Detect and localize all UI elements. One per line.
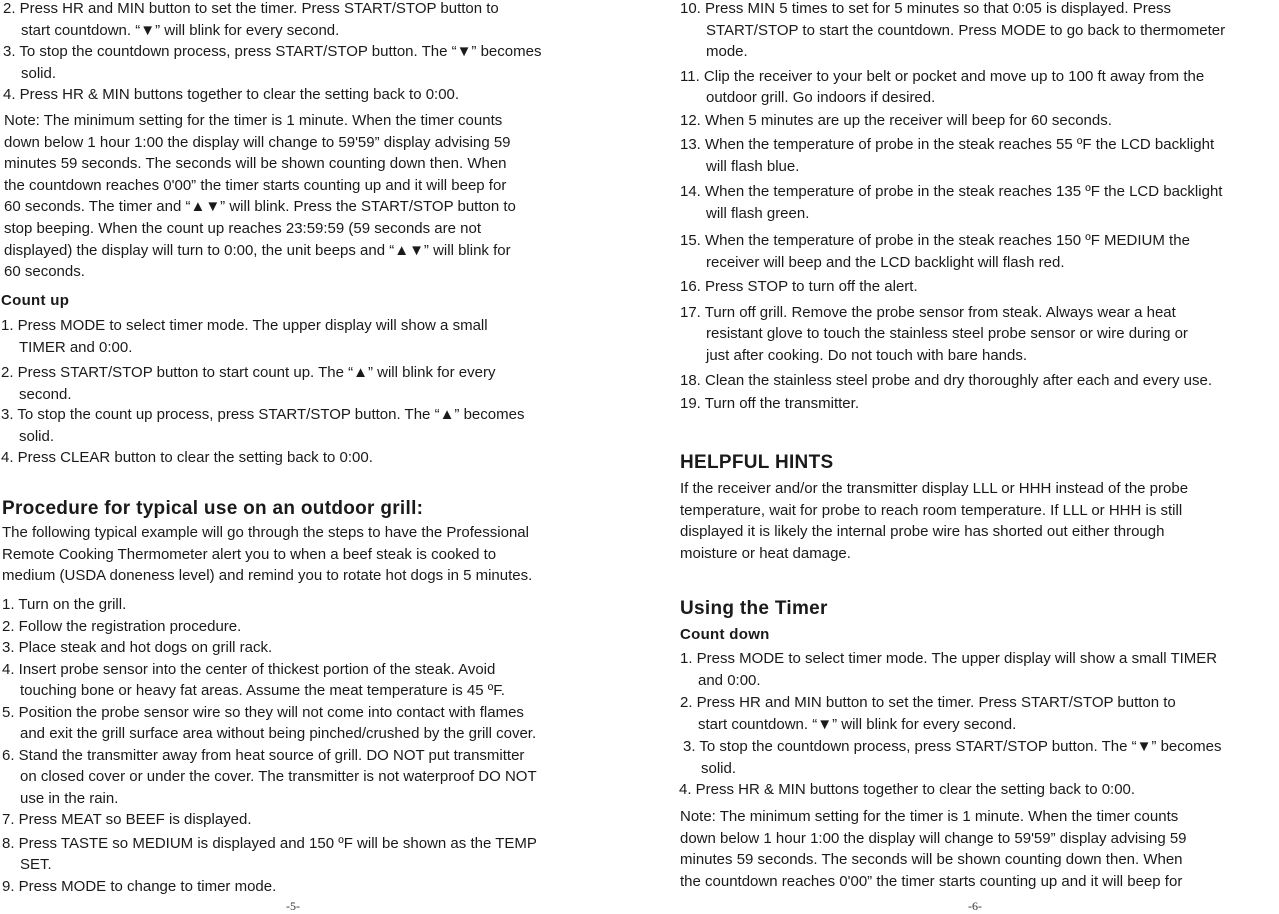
- list-item-line: 2. Follow the registration procedure.: [2, 617, 242, 635]
- list-item: [2, 702, 600, 745]
- helpful-hints-text: [680, 478, 1279, 564]
- note-line: 60 seconds.: [4, 263, 85, 281]
- list-item-line: start countdown. “▼” will blink for every second.: [698, 715, 1017, 733]
- list-item: [680, 134, 1279, 177]
- list-item: [680, 370, 1279, 392]
- list-item-line: 4. Press HR & MIN buttons together to clear the setting back to 0:00.: [3, 86, 460, 103]
- procedure-steps-list: [2, 594, 600, 897]
- list-item-line: 16. Press STOP to turn off the alert.: [680, 278, 918, 295]
- list-item-line: 12. When 5 minutes are up the receiver will beep for 60 seconds.: [680, 111, 1112, 129]
- note-line: Note: The minimum setting for the timer is 1 minute. When the timer counts: [680, 808, 1179, 825]
- note-line: down below 1 hour 1:00 the display will change to 59'59” display advising 59: [680, 829, 1187, 847]
- list-item-line: 14. When the temperature of probe in the steak reaches 135 ºF the LCD backlight: [680, 183, 1223, 200]
- list-item-line: and exit the grill surface area without being pinched/crushed by the grill cover.: [20, 725, 537, 742]
- list-item: [3, 0, 600, 41]
- list-item-line: TIMER and 0:00.: [19, 338, 133, 356]
- list-item-line: 6. Stand the transmitter away from heat source of grill. DO NOT put transmitter: [2, 746, 525, 764]
- list-item-line: 13. When the temperature of probe in the steak reaches 55 ºF the LCD backlight: [680, 136, 1215, 153]
- list-item-line: solid.: [19, 427, 55, 445]
- count-up-heading: Count up: [1, 292, 70, 309]
- list-item-line: resistant glove to touch the stainless steel probe sensor or wire during or: [706, 325, 1188, 342]
- list-item-line: 1. Press MODE to select timer mode. The upper display will show a small TIMER: [680, 650, 1218, 667]
- list-item: [680, 393, 1279, 415]
- list-item-line: 2. Press HR and MIN button to set the timer. Press START/STOP button to: [680, 694, 1176, 711]
- list-item-line: 4. Insert probe sensor into the center of thickest portion of the steak. Avoid: [2, 660, 496, 678]
- note-line: displayed) the display will turn to 0:00, the unit beeps and “▲▼” will blink for: [4, 241, 511, 259]
- note-line: the countdown reaches 0'00” the timer starts counting up and it will beep for: [4, 176, 507, 194]
- list-item-line: 18. Clean the stainless steel probe and dry thoroughly after each and every use.: [680, 372, 1212, 389]
- list-item: [680, 302, 1279, 367]
- list-item: [2, 637, 600, 659]
- list-item: [2, 833, 600, 876]
- list-item: [680, 181, 1279, 224]
- list-item-line: will flash blue.: [706, 157, 800, 175]
- list-item: [680, 230, 1279, 273]
- list-item-line: and 0:00.: [698, 671, 761, 689]
- list-item: [680, 692, 1279, 735]
- procedure-steps-continued-list: [680, 0, 1279, 414]
- list-item-line: 1. Press MODE to select timer mode. The upper display will show a small: [1, 317, 488, 334]
- list-item-line: 2. Press START/STOP button to start count up. The “▲” will blink for every: [1, 364, 496, 381]
- list-item-line: 5. Position the probe sensor wire so they will not come into contact with flames: [2, 703, 524, 721]
- page-number: -5-: [286, 899, 300, 913]
- note-line: minutes 59 seconds. The seconds will be shown counting down then. When: [680, 851, 1183, 869]
- list-item-line: 9. Press MODE to change to timer mode.: [2, 877, 277, 895]
- list-item: [3, 41, 600, 84]
- procedure-intro: [2, 522, 600, 587]
- note-line: down below 1 hour 1:00 the display will change to 59'59” display advising 59: [4, 133, 511, 151]
- list-item: [680, 110, 1279, 132]
- using-timer-heading: Using the Timer: [680, 598, 828, 619]
- count-up-list: [1, 315, 600, 469]
- countdown-continued-list: [3, 0, 600, 106]
- list-item-line: start countdown. “▼” will blink for every second.: [21, 21, 340, 39]
- hints-line: temperature, wait for probe to reach room temperature. If LLL or HHH is still: [680, 501, 1183, 519]
- page-number: -6-: [968, 899, 982, 913]
- list-item-line: solid.: [701, 759, 737, 777]
- list-item: [2, 594, 600, 616]
- list-item-line: solid.: [21, 64, 57, 82]
- list-item-line: START/STOP to start the countdown. Press MODE to go back to thermometer: [706, 21, 1226, 39]
- list-item-line: on closed cover or under the cover. The transmitter is not waterproof DO NOT: [20, 768, 537, 785]
- note-line: Note: The minimum setting for the timer is 1 minute. When the timer counts: [4, 112, 503, 129]
- timer-note: [680, 806, 1279, 892]
- list-item: [1, 315, 600, 358]
- list-item-line: 8. Press TASTE so MEDIUM is displayed and 150 ºF will be shown as the TEMP: [2, 834, 537, 852]
- list-item: [683, 736, 1279, 779]
- right-page: [672, 0, 1279, 912]
- list-item-line: 7. Press MEAT so BEEF is displayed.: [2, 811, 252, 828]
- hints-line: displayed it is likely the internal probe wire has shorted out either through: [680, 523, 1165, 540]
- left-page: [0, 0, 600, 912]
- list-item: [1, 447, 600, 469]
- list-item-line: 3. To stop the countdown process, press START/STOP button. The “▼” becomes: [3, 43, 542, 60]
- list-item: [680, 648, 1279, 691]
- list-item-line: SET.: [20, 856, 52, 873]
- list-item-line: will flash green.: [706, 204, 810, 222]
- list-item-line: 15. When the temperature of probe in the steak reaches 150 ºF MEDIUM the: [680, 232, 1190, 249]
- list-item-line: outdoor grill. Go indoors if desired.: [706, 89, 936, 106]
- list-item: [679, 779, 1278, 801]
- list-item: [680, 276, 1279, 298]
- list-item-line: second.: [19, 385, 72, 403]
- list-item: [680, 66, 1279, 109]
- list-item: [2, 616, 600, 638]
- note-line: stop beeping. When the count up reaches 23:59:59 (59 seconds are not: [4, 219, 481, 237]
- list-item: [1, 362, 600, 405]
- list-item-line: 2. Press HR and MIN button to set the timer. Press START/STOP button to: [3, 0, 499, 17]
- list-item-line: 1. Turn on the grill.: [2, 596, 127, 613]
- list-item: [2, 745, 600, 810]
- list-item-line: 3. To stop the countdown process, press START/STOP button. The “▼” becomes: [683, 738, 1222, 755]
- list-item: [680, 0, 1279, 63]
- intro-line: medium (USDA doneness level) and remind you to rotate hot dogs in 5 minutes.: [2, 567, 533, 584]
- intro-line: Remote Cooking Thermometer alert you to when a beef steak is cooked to: [2, 545, 497, 563]
- list-item-line: receiver will beep and the LCD backlight will flash red.: [706, 253, 1065, 271]
- list-item-line: mode.: [706, 43, 748, 60]
- list-item-line: 10. Press MIN 5 times to set for 5 minutes so that 0:05 is displayed. Press: [680, 0, 1172, 17]
- list-item: [2, 809, 600, 831]
- count-down-list: [680, 648, 1279, 801]
- list-item: [3, 84, 600, 106]
- list-item: [2, 659, 600, 702]
- list-item-line: 17. Turn off grill. Remove the probe sensor from steak. Always wear a heat: [680, 303, 1176, 321]
- list-item: [2, 876, 600, 898]
- count-down-heading: Count down: [680, 626, 770, 643]
- list-item-line: 19. Turn off the transmitter.: [680, 394, 859, 412]
- procedure-heading: Procedure for typical use on an outdoor grill:: [2, 498, 424, 519]
- list-item-line: 4. Press CLEAR button to clear the setting back to 0:00.: [1, 449, 373, 466]
- note-line: the countdown reaches 0'00” the timer starts counting up and it will beep for: [680, 872, 1183, 890]
- note-line: 60 seconds. The timer and “▲▼” will blink. Press the START/STOP button to: [4, 198, 516, 216]
- list-item-line: 11. Clip the receiver to your belt or pocket and move up to 100 ft away from the: [680, 67, 1205, 85]
- list-item-line: 4. Press HR & MIN buttons together to clear the setting back to 0:00.: [679, 781, 1136, 798]
- list-item-line: 3. Place steak and hot dogs on grill rack.: [2, 639, 273, 656]
- list-item-line: use in the rain.: [20, 789, 119, 807]
- helpful-hints-heading: HELPFUL HINTS: [680, 452, 834, 473]
- hints-line: moisture or heat damage.: [680, 544, 851, 562]
- list-item-line: 3. To stop the count up process, press START/STOP button. The “▲” becomes: [1, 406, 525, 423]
- intro-line: The following typical example will go through the steps to have the Professional: [2, 524, 529, 541]
- note-line: minutes 59 seconds. The seconds will be shown counting down then. When: [4, 155, 507, 173]
- timer-note: [4, 110, 600, 283]
- list-item-line: just after cooking. Do not touch with bare hands.: [706, 346, 1028, 364]
- hints-line: If the receiver and/or the transmitter display LLL or HHH instead of the probe: [680, 480, 1189, 497]
- list-item: [1, 404, 600, 447]
- list-item-line: touching bone or heavy fat areas. Assume the meat temperature is 45 ºF.: [20, 682, 505, 699]
